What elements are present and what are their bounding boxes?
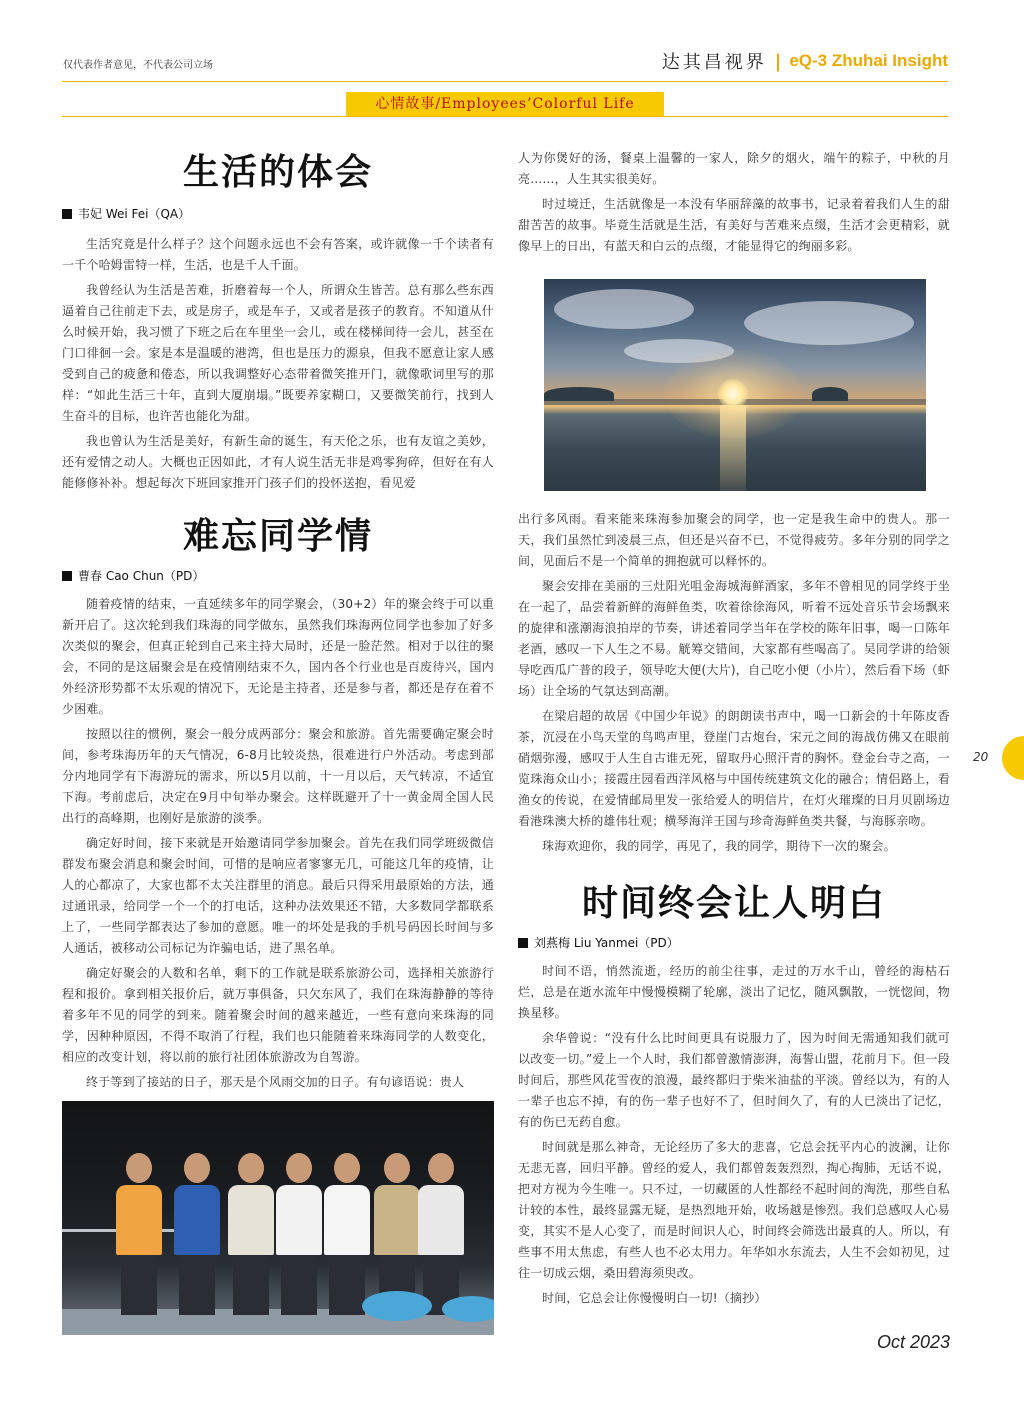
issue-date: Oct 2023: [876, 1332, 950, 1352]
photo-chair: [442, 1296, 494, 1322]
paragraph: 时间就是那么神奇，无论经历了多大的悲喜，它总会抚平内心的波澜，让你无悲无喜，回归平静。曾经的爱人，我们都曾轰轰烈烈，掏心掏肺，无话不说，把对方视为今生唯一。只不过，一切藏匿的人性都经不起时间的淘洗，那些自私计较的本性，最终显露无疑，是热烈地开始，收场越是惨烈。我们总感叹人心易变，其实不是人心变了，而是时间识人心，时间终会筛选出最真的人。所以，有些事不用太焦虑，有些人也不必太用力。年华如水东流去，人生不会如初见，过往一切成云烟，桑田碧海须臾改。: [518, 1140, 950, 1280]
photo-island: [544, 387, 614, 401]
photo-person: [418, 1153, 464, 1315]
byline-author: 曹春 Cao Chun（PD）: [78, 569, 205, 583]
paragraph: 时间，它总会让你慢慢明白一切!（摘抄）: [542, 1291, 767, 1305]
header-rule-bottom: [62, 116, 948, 117]
photo-cloud: [554, 289, 694, 329]
photo-person: [324, 1153, 370, 1315]
article-title: 时间终会让人明白: [581, 882, 886, 924]
left-column: [62, 130, 494, 1335]
byline-author: 韦妃 Wei Fei（QA）: [78, 207, 191, 221]
photo-chair: [362, 1291, 432, 1321]
paragraph: 按照以往的惯例，聚会一般分成两部分：聚会和旅游。首先需要确定聚会时间，参考珠海历年的天气情况，6-8月比较炎热，很难进行户外活动。考虑到部分内地同学有下海游玩的需求，所以5月以前，十一月以后，天气转凉，不适宜下海。考前虑后，决定在9月中旬举办聚会。这样既避开了十一黄金周全国人民出行的高峰期，也刚好是旅游的淡季。: [62, 727, 494, 825]
page-tab: [1002, 736, 1024, 780]
paragraph: 随着疫情的结束，一直延续多年的同学聚会，（30+2）年的聚会终于可以重新开启了。这次轮到我们珠海的同学做东，虽然我们珠海两位同学也参加了好多次类似的聚会，但真正轮到自己来主持大局时，还是一脸茫然。相对于以往的聚会，不同的是这届聚会是在疫情刚结束不久，国内各个行业也是百废待兴，国内外经济形势都不太乐观的情况下，无论是主持者，还是参与者，都还是存在着不少困难。: [62, 597, 494, 716]
brand-chinese: 达其昌视界: [661, 52, 767, 73]
paragraph: 生活究竟是什么样子？这个问题永远也不会有答案，或许就像一千个读者有一千个哈姆雷特一样，生活，也是千人千面。: [62, 237, 494, 272]
photo-cloud: [744, 301, 914, 345]
photo-island: [812, 387, 848, 401]
paragraph: 我曾经认为生活是苦难，折磨着每一个人，所谓众生皆苦。总有那么些东西逼着自己往前走下去，或是房子，或是车子，又或者是孩子的教育。不知道从什么时候开始，我习惯了下班之后在车里坐一会儿，或在楼梯间待一会儿，甚至在门口徘徊一会。家是本是温暖的港湾，但也是压力的源泉，但我不愿意让家人感受到自己的疲惫和倦态，所以我调整好心态带着微笑推开门，就像歌词里写的那样：“如此生活三十年，直到大厦崩塌。”既要养家糊口，又要微笑前行，找到人生奋斗的目标，也许苦也能化为甜。: [62, 283, 494, 423]
paragraph: 我也曾认为生活是美好，有新生命的诞生，有天伦之乐，也有友谊之美妙，还有爱情之动人。大概也正因如此，才有人说生活无非是鸡零狗碎，但好在有人能修修补补。想起每次下班回家推开门孩子们的投怀送抱，看见爱: [62, 434, 494, 490]
brand-header: [662, 48, 948, 74]
right-column: [518, 148, 950, 1309]
paragraph: 确定好聚会的人数和名单，剩下的工作就是联系旅游公司，选择相关旅游行程和报价。拿到相关报价后，就万事俱备，只欠东风了，我们在珠海静静的等待着多年不见的同学的到来。随着聚会时间的越来越近，一些有意向来珠海的同学，因种种原因，不得不取消了行程，我们也只能随着来珠海同学的人数变化，相应的改变计划，将以前的旅行社团体旅游改为自驾游。: [62, 966, 494, 1064]
photo-person: [276, 1153, 322, 1315]
brand-separator: |: [774, 50, 782, 72]
article-title: 生活的体会: [182, 151, 373, 193]
byline-bullet-icon: [518, 938, 528, 948]
paragraph: 人为你煲好的汤，餐桌上温馨的一家人，除夕的烟火，端午的粽子，中秋的月亮……，人生其实很美好。: [518, 151, 950, 186]
paragraph: 珠海欢迎你，我的同学，再见了，我的同学，期待下一次的聚会。: [542, 839, 896, 853]
article-title: 难忘同学情: [182, 515, 373, 557]
photo-person: [116, 1153, 162, 1315]
photo-person: [174, 1153, 220, 1315]
paragraph: 聚会安排在美丽的三灶阳光咀金海城海鲜酒家，多年不曾相见的同学终于坐在一起了，品尝着新鲜的海鲜鱼类，吹着徐徐海风，听着不远处音乐节会场飘来的旋律和涨潮海浪拍岸的节奏，讲述着同学当年在学校的陈年旧事，喝一口陈年老酒，感叹一下人生之不易。觥筹交错间，大家都有些喝高了。吴同学讲的给领导吃西瓜广普的段子，领导吃大便(大片)，自己吃小便（小片），然后看下场（虾场）让全场的气氛达到高潮。: [518, 579, 950, 698]
article-life: [62, 144, 494, 494]
paragraph: 时过境迁，生活就像是一本没有华丽辞藻的故事书，记录着着我们人生的甜甜苦苦的故事。毕竟生活就是生活，有美好与苦难来点缀，生活才会更精彩，就像早上的日出，有蓝天和白云的点缀，才能显得它的绚丽多彩。: [518, 197, 950, 253]
page-number: 20: [973, 750, 989, 764]
paragraph: 时间不语，悄然流逝，经历的前尘往事，走过的万水千山，曾经的海枯石烂，总是在逝水流年中慢慢模糊了轮廓，淡出了记忆，随风飘散，一恍惚间，物换星移。: [518, 964, 950, 1020]
byline: [62, 567, 494, 584]
brand-english: eQ-3 Zhuhai Insight: [789, 51, 948, 70]
paragraph: 确定好时间，接下来就是开始邀请同学参加聚会。首先在我们同学班级微信群发布聚会消息和聚会时间，可惜的是响应者寥寥无几，可能这几年的疫情，让人的心都凉了，大家也都不太关注群里的消息。最后只得采用最原始的方法，通过通讯录，给同学一个一个的打电话，这种办法效果还不错，大多数同学都联系上了，一些同学都表达了参加的意愿。唯一的坏处是我的手机号码因长时间与多人通话，被移动公司标记为诈骗电话，进了黑名单。: [62, 836, 494, 955]
paragraph: 出行多风雨。看来能来珠海参加聚会的同学，也一定是我生命中的贵人。那一天，我们虽然忙到凌晨三点，但还是兴奋不已，不觉得疲劳。多年分别的同学之间，见面后不是一个简单的拥抱就可以释怀的。: [518, 512, 950, 568]
byline: [62, 205, 494, 222]
sunset-photo: [544, 279, 926, 491]
paragraph: 终于等到了接站的日子，那天是个风雨交加的日子。有句谚语说：贵人: [86, 1075, 465, 1089]
group-photo: [62, 1101, 494, 1335]
article-time: [518, 875, 950, 1309]
byline-author: 刘燕梅 Liu Yanmei（PD）: [534, 936, 679, 950]
byline-bullet-icon: [62, 571, 72, 581]
byline-bullet-icon: [62, 209, 72, 219]
photo-reflection: [720, 405, 746, 491]
byline: [518, 934, 950, 951]
section-banner: 心情故事/Employees’Colorful Life: [346, 92, 664, 116]
article-classmates: [62, 508, 494, 1335]
photo-person: [228, 1153, 274, 1315]
paragraph: 余华曾说：“没有什么比时间更具有说服力了，因为时间无需通知我们就可以改变一切。”爱上一个人时，我们都曾激情澎湃，海誓山盟，花前月下。但一段时间后，那些风花雪夜的浪漫，最终都归于柴米油盐的平淡。曾经以为，有的人一辈子也忘不掉，有的伤一辈子也好不了，但时间久了，有的人已淡出了记忆，有的伤已无药自愈。: [518, 1031, 950, 1129]
paragraph: 在梁启超的故居《中国少年说》的朗朗读书声中，喝一口新会的十年陈皮香茶，沉浸在小鸟天堂的鸟鸣声里，登崖门古炮台，宋元之间的海战仿佛又在眼前硝烟弥漫，感叹于人生自古谁无死，留取丹心照汗青的胸怀。登金台寺之高，一览珠海众山小；接霞庄园看西洋风格与中国传统建筑文化的融合；情侣路上，看渔女的传说，在爱情邮局里发一张给爱人的明信片，在灯火璀璨的日月贝剧场边看港珠澳大桥的雄伟壮观；横琴海洋王国与珍奇海鲜鱼类共餐，与海豚亲吻。: [518, 709, 950, 828]
header-rule-top: [62, 81, 948, 82]
disclaimer: 仅代表作者意见，不代表公司立场: [63, 60, 213, 71]
